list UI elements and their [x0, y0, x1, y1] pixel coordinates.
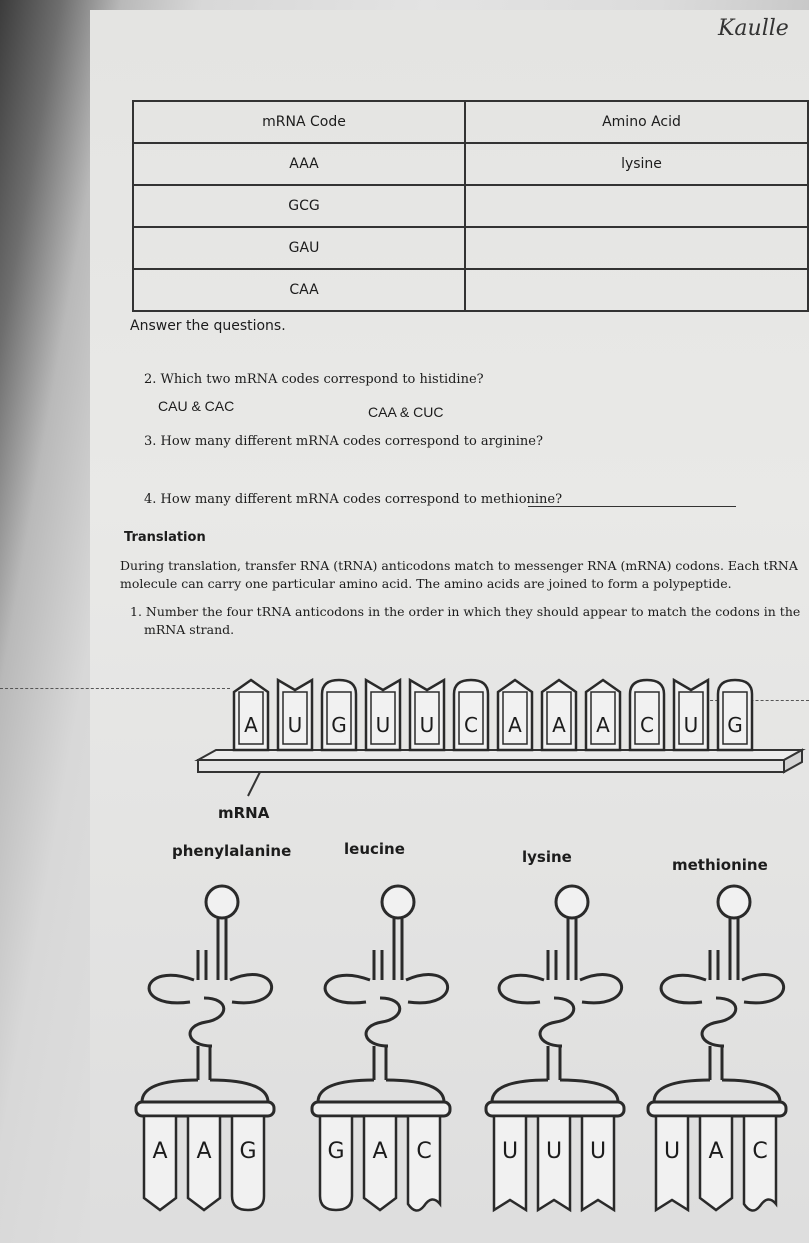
- translation-question-1-line-2: mRNA strand.: [144, 622, 235, 637]
- trna-anticodon-letter: A: [152, 1139, 168, 1164]
- trna-anticodon-letter: A: [196, 1139, 212, 1164]
- trna-acceptor-stem: [394, 918, 402, 980]
- header-mrna-code: mRNA Code: [133, 101, 465, 143]
- trna-lower-stem: [374, 1046, 386, 1080]
- trna-amino-label-phenylalanine: phenylalanine: [172, 842, 292, 860]
- trna-right-loop: [580, 975, 622, 1003]
- trna-acceptor-stem: [730, 918, 738, 980]
- trna-stem: [198, 950, 206, 980]
- trna-acceptor-circle: [206, 886, 238, 918]
- mrna-base-letter: A: [508, 713, 522, 737]
- trna-left-loop: [499, 975, 544, 1003]
- trna-right-loop: [742, 975, 784, 1003]
- trna-anticodon-letter: A: [372, 1139, 388, 1164]
- translation-paragraph-line-1: During translation, transfer RNA (tRNA) anticodons match to messenger RNA (mRNA) codons. Each tRNA: [120, 558, 798, 573]
- trna-left-loop: [661, 975, 706, 1003]
- codon-cell: GAU: [133, 227, 465, 269]
- question-4: 4. How many different mRNA codes correspond to methionine?: [144, 492, 563, 507]
- trna-acceptor-circle: [382, 886, 414, 918]
- trna-left-loop: [325, 975, 370, 1003]
- instructions-text: Answer the questions.: [130, 318, 286, 334]
- trna-anticodon-arm: [142, 1080, 268, 1102]
- codon-cell: CAA: [133, 269, 465, 311]
- trna-anticodon-letter: U: [545, 1139, 563, 1164]
- codon-cell: AAA: [133, 143, 465, 185]
- trna-anticodon-bar: [136, 1102, 274, 1116]
- mrna-base-letter: U: [683, 713, 699, 737]
- table-row: [133, 269, 808, 311]
- trna-anticodon-bar: [486, 1102, 624, 1116]
- trna-anticodon-arm: [318, 1080, 444, 1102]
- translation-question-1-line-1: 1. Number the four tRNA anticodons in the order in which they should appear to match the codons in the: [130, 604, 801, 619]
- codon-table: [132, 100, 809, 312]
- trna-s-curve: [702, 998, 736, 1046]
- codon-cell: GCG: [133, 185, 465, 227]
- mrna-base-letter: A: [552, 713, 566, 737]
- mrna-base-letter: U: [419, 713, 435, 737]
- mrna-base-letter: A: [244, 713, 258, 737]
- trna-anticodon-letter: A: [708, 1139, 724, 1164]
- trna-anticodon-letter: U: [589, 1139, 607, 1164]
- trna-molecule: [136, 886, 274, 1210]
- trna-acceptor-stem: [568, 918, 576, 980]
- trna-molecule: [648, 886, 786, 1211]
- trna-anticodon-arm: [654, 1080, 780, 1102]
- trna-right-loop: [230, 975, 272, 1003]
- trna-s-curve: [540, 998, 574, 1046]
- mrna-label: mRNA: [218, 804, 270, 822]
- question-2: 2. Which two mRNA codes correspond to histidine?: [144, 372, 484, 387]
- mrna-backbone: [198, 760, 784, 772]
- q2-answer-2[interactable]: CAA & CUC: [368, 404, 444, 420]
- trna-anticodon-letter: C: [416, 1139, 432, 1164]
- mrna-base-letter: G: [331, 713, 347, 737]
- mrna-base-letter: C: [640, 713, 654, 737]
- trna-stem: [548, 950, 556, 980]
- trna-right-loop: [406, 975, 448, 1003]
- table-row: [133, 143, 808, 185]
- amino-cell[interactable]: lysine: [465, 143, 808, 185]
- trna-molecule: [312, 886, 450, 1211]
- amino-cell[interactable]: [465, 185, 808, 227]
- amino-cell[interactable]: [465, 227, 808, 269]
- trna-lower-stem: [710, 1046, 722, 1080]
- header-amino-acid: Amino Acid: [465, 101, 808, 143]
- trna-s-curve: [366, 998, 400, 1046]
- mrna-backbone-top: [198, 750, 802, 760]
- table-row: [133, 185, 808, 227]
- trna-amino-label-methionine: methionine: [672, 856, 768, 874]
- trna-left-loop: [149, 975, 194, 1003]
- q2-answer-1[interactable]: CAU & CAC: [158, 398, 235, 414]
- trna-acceptor-stem: [218, 918, 226, 980]
- trna-anticodon-letter: U: [501, 1139, 519, 1164]
- trna-acceptor-circle: [556, 886, 588, 918]
- translation-heading: Translation: [124, 530, 206, 545]
- trna-anticodon-letter: U: [663, 1139, 681, 1164]
- mrna-base-letter: G: [727, 713, 743, 737]
- table-header-row: [133, 101, 808, 143]
- q4-answer-blank[interactable]: [528, 506, 736, 507]
- translation-paragraph-line-2: molecule can carry one particular amino acid. The amino acids are joined to form a polypeptide.: [120, 576, 732, 591]
- trna-anticodon-bar: [312, 1102, 450, 1116]
- trna-diagram: [0, 870, 809, 1243]
- mrna-base-letter: U: [287, 713, 303, 737]
- trna-stem: [710, 950, 718, 980]
- trna-acceptor-circle: [718, 886, 750, 918]
- trna-anticodon-letter: G: [239, 1139, 257, 1164]
- trna-s-curve: [190, 998, 224, 1046]
- table-row: [133, 227, 808, 269]
- mrna-base-letter: U: [375, 713, 391, 737]
- student-signature: Kaulle: [718, 16, 789, 41]
- trna-molecule: [486, 886, 624, 1210]
- question-3: 3. How many different mRNA codes correspond to arginine?: [144, 434, 543, 449]
- mrna-strand-diagram: [190, 670, 809, 800]
- trna-stem: [374, 950, 382, 980]
- trna-anticodon-arm: [492, 1080, 618, 1102]
- mrna-pointer-line: [248, 772, 260, 796]
- trna-anticodon-letter: C: [752, 1139, 768, 1164]
- amino-cell[interactable]: [465, 269, 808, 311]
- mrna-base-letter: C: [464, 713, 478, 737]
- mrna-base-letter: A: [596, 713, 610, 737]
- trna-anticodon-bar: [648, 1102, 786, 1116]
- trna-anticodon-letter: G: [327, 1139, 345, 1164]
- trna-amino-label-lysine: lysine: [522, 848, 572, 866]
- trna-lower-stem: [198, 1046, 210, 1080]
- trna-amino-label-leucine: leucine: [344, 840, 405, 858]
- trna-lower-stem: [548, 1046, 560, 1080]
